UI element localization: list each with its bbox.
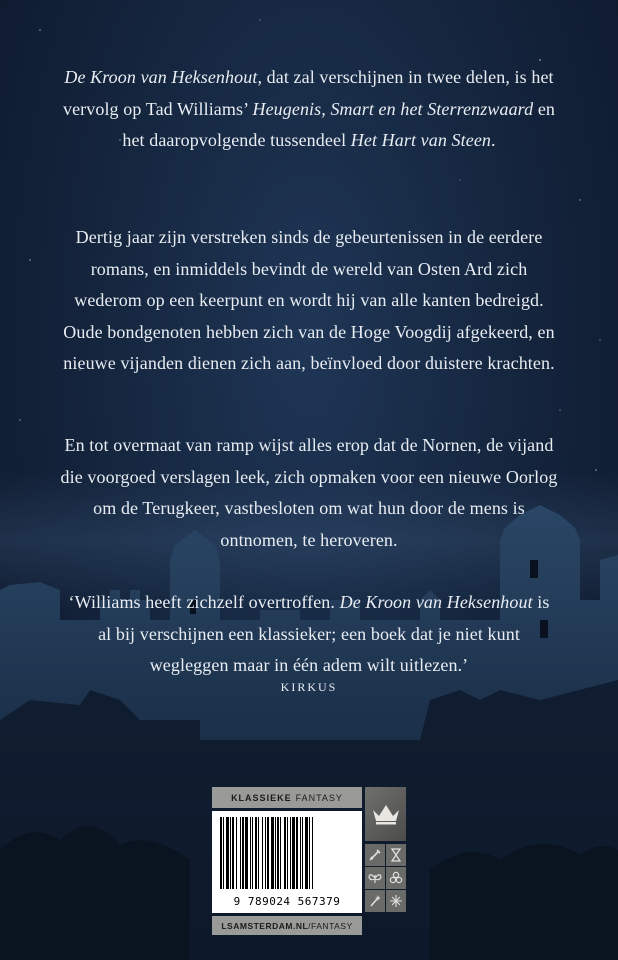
butterfly-icon [365,867,385,889]
blurb-paragraph-3: En tot overmaat van ramp wijst alles erop dat de Nornen, de vijand die voorgoed verslagen leek, zich opmaken voor een nieuwe Oorlog om de Terugkeer, vastbesloten om wat hun door de mens is ontnomen, te heroveren. [60,435,558,550]
quote-source: KIRKUS [280,680,338,694]
hourglass-icon [386,844,406,866]
barcode [212,811,362,913]
series-label: KLASSIEKE FANTASY [212,787,362,808]
sword-icon [365,844,385,866]
crown-icon [365,787,406,841]
blurb-paragraph-2: Dertig jaar zijn verstreken sinds de gebeurtenissen in de eerdere romans, en inmiddels bevindt de wereld van Osten Ard zich wederom op een keerpunt en wordt hij van alle kanten bedreigd. Oude bondgenoten hebben zich van de Hoge Voogdij afgekeerd, en nieuwe vijanden dienen zich aan, beïnvloed door duistere krachten. [63,227,555,373]
wand-icon [365,890,385,912]
publisher-url: LSAMSTERDAM.NL /FANTASY [212,916,362,935]
star-icon [386,890,406,912]
genre-icons [365,844,406,935]
imprint-block [212,787,406,935]
barcode-bars [220,817,354,893]
isbn-number: 9 789024 567379 [233,895,341,908]
biohazard-icon [386,867,406,889]
title-reference: De Kroon van Heksenhout [64,67,258,87]
review-quote: ‘Williams heeft zichzelf overtroffen. De Kroon van Heksenhout is al bij verschijnen een klassieker; een boek dat je niet kunt wegleggen maar in één adem wilt uitlezen.’ [68,592,550,675]
blurb-paragraph-1: De Kroon van Heksenhout, dat zal verschijnen in twee delen, is het vervolg op Tad Williams’ Heugenis, Smart en het Sterrenzwaard en het daaropvolgende tussendeel Het Hart van Steen. [62,67,556,150]
